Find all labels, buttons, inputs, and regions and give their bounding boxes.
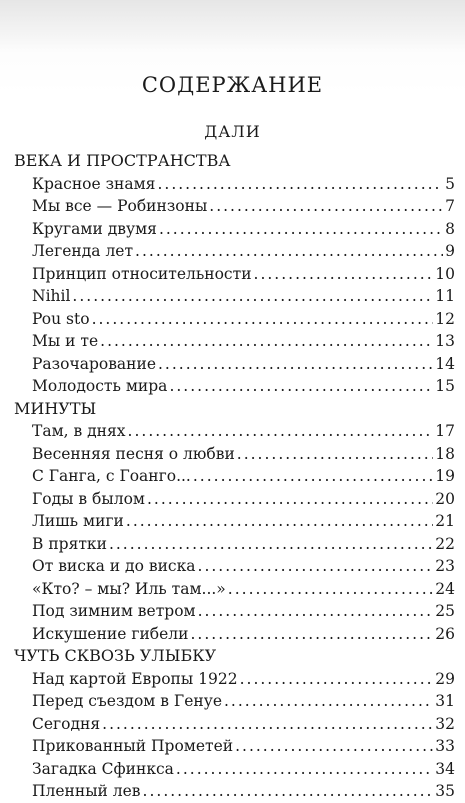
toc-entry-title: Перед съездом в Генуе	[32, 692, 222, 710]
table-of-contents	[14, 150, 455, 803]
toc-entry-title: В прятки	[32, 534, 107, 553]
toc-entry-page: 25	[435, 602, 455, 620]
dot-leader	[193, 465, 433, 488]
dot-leader	[159, 218, 443, 241]
toc-entry-page: 13	[435, 332, 455, 350]
toc-entry-page: 17	[435, 422, 455, 440]
toc-entry[interactable]	[14, 420, 455, 443]
toc-entry-page: 34	[435, 759, 455, 778]
dot-leader	[176, 758, 433, 781]
page-top-shadow	[0, 0, 465, 52]
toc-entry[interactable]	[14, 353, 455, 376]
toc-entry-page: 5	[445, 174, 455, 193]
toc-entry-page: 14	[435, 354, 455, 373]
toc-entry-title: Сегодня	[32, 714, 101, 733]
toc-entry-page: 10	[435, 264, 455, 283]
toc-entry[interactable]	[14, 600, 455, 623]
toc-entry-page: 21	[435, 512, 455, 530]
toc-entry[interactable]	[14, 668, 455, 691]
dot-leader	[198, 600, 434, 623]
dot-leader	[147, 488, 433, 511]
dot-leader	[143, 780, 434, 803]
toc-entry-page: 32	[435, 714, 455, 733]
toc-entry[interactable]	[14, 285, 455, 308]
toc-entry-title: Принцип относительности	[32, 264, 252, 283]
toc-entry-page: 26	[435, 624, 455, 643]
toc-entry-title: Над картой Европы 1922	[32, 669, 238, 688]
toc-entry[interactable]	[14, 780, 455, 803]
toc-entry[interactable]	[14, 375, 455, 398]
dot-leader	[102, 713, 433, 736]
dot-leader	[157, 173, 443, 196]
toc-entry-title: Разочарование	[32, 354, 156, 373]
toc-entry[interactable]	[14, 465, 455, 488]
toc-entry[interactable]	[14, 510, 455, 533]
toc-entry[interactable]	[14, 173, 455, 196]
toc-entry-title: С Ганга, с Гоанго...	[32, 467, 191, 485]
toc-entry[interactable]	[14, 533, 455, 556]
toc-entry-page: 33	[435, 737, 455, 755]
toc-entry-title: Весенняя песня о любви	[32, 444, 235, 463]
toc-entry-title: Там, в днях	[32, 422, 126, 440]
toc-entry[interactable]	[14, 443, 455, 466]
toc-entry-title: Кругами двумя	[32, 219, 157, 238]
dot-leader	[158, 353, 433, 376]
toc-entry[interactable]	[14, 555, 455, 578]
toc-entry-title: Красное знамя	[32, 174, 156, 193]
toc-entry[interactable]	[14, 578, 455, 601]
toc-entry[interactable]	[14, 308, 455, 331]
toc-entry-page: 18	[435, 444, 455, 463]
dot-leader	[254, 263, 434, 286]
toc-entry[interactable]	[14, 218, 455, 241]
toc-entry-title: Искушение гибели	[32, 624, 189, 643]
dot-leader	[128, 420, 434, 443]
dot-leader	[92, 308, 434, 331]
dot-leader	[237, 443, 433, 466]
toc-entry-page: 11	[435, 287, 455, 305]
toc-section-heading: ЧУТЬ СКВОЗЬ УЛЫБКУ	[14, 646, 217, 665]
toc-entry-page: 7	[445, 197, 455, 215]
toc-entry[interactable]	[14, 713, 455, 736]
dot-leader	[100, 330, 433, 353]
toc-entry[interactable]	[14, 690, 455, 713]
toc-entry-title: Легенда лет	[32, 242, 134, 260]
toc-entry-page: 22	[435, 534, 455, 553]
page-title: СОДЕРЖАНИЕ	[141, 73, 324, 97]
dot-leader	[169, 375, 433, 398]
toc-entry-title: Pou sto	[32, 309, 90, 328]
toc-entry-title: Молодость мира	[32, 377, 168, 395]
dot-leader	[235, 735, 433, 758]
toc-entry-title: От виска и до виска	[32, 557, 196, 575]
toc-entry-title: Мы все — Робинзоны	[32, 197, 208, 215]
toc-entry-page: 31	[435, 692, 455, 710]
dot-leader	[109, 533, 433, 556]
toc-entry-page: 20	[435, 489, 455, 508]
toc-entry-title: Годы в былом	[32, 489, 145, 508]
dot-leader	[224, 690, 433, 713]
dot-leader	[72, 285, 433, 308]
toc-section-heading: ВЕКА И ПРОСТРАНСТВА	[14, 151, 231, 170]
dot-leader	[126, 510, 433, 533]
toc-entry-title: Под зимним ветром	[32, 602, 196, 620]
toc-entry[interactable]	[14, 195, 455, 218]
toc-entry-page: 24	[435, 579, 455, 598]
dot-leader	[209, 195, 443, 218]
toc-entry[interactable]	[14, 735, 455, 758]
toc-entry-page: 12	[435, 309, 455, 328]
toc-entry[interactable]	[14, 623, 455, 646]
toc-entry-title: Мы и те	[32, 332, 99, 350]
toc-entry-page: 19	[435, 467, 455, 485]
toc-entry-page: 15	[435, 377, 455, 395]
toc-entry-title: Загадка Сфинкса	[32, 759, 174, 778]
toc-entry[interactable]	[14, 263, 455, 286]
toc-entry-page: 23	[435, 557, 455, 575]
dot-leader	[228, 578, 433, 601]
dot-leader	[135, 240, 443, 263]
toc-entry[interactable]	[14, 330, 455, 353]
toc-entry-page: 29	[435, 669, 455, 688]
toc-entry-title: Прикованный Прометей	[32, 737, 234, 755]
page-subtitle: ДАЛИ	[204, 122, 261, 141]
toc-entry-page: 35	[435, 782, 455, 800]
toc-entry-page: 8	[445, 219, 455, 238]
toc-entry-title: Пленный лев	[32, 782, 141, 800]
dot-leader	[240, 668, 434, 691]
toc-entry-title: Лишь миги	[32, 512, 124, 530]
dot-leader	[198, 555, 434, 578]
dot-leader	[190, 623, 433, 646]
toc-entry-title: Nihil	[32, 287, 71, 305]
toc-entry-page: 9	[445, 242, 455, 260]
toc-section-heading: МИНУТЫ	[14, 398, 97, 418]
toc-entry[interactable]	[14, 488, 455, 511]
toc-entry[interactable]	[14, 758, 455, 781]
toc-entry-title: «Кто? – мы? Иль там...»	[32, 579, 226, 598]
toc-entry[interactable]	[14, 240, 455, 263]
